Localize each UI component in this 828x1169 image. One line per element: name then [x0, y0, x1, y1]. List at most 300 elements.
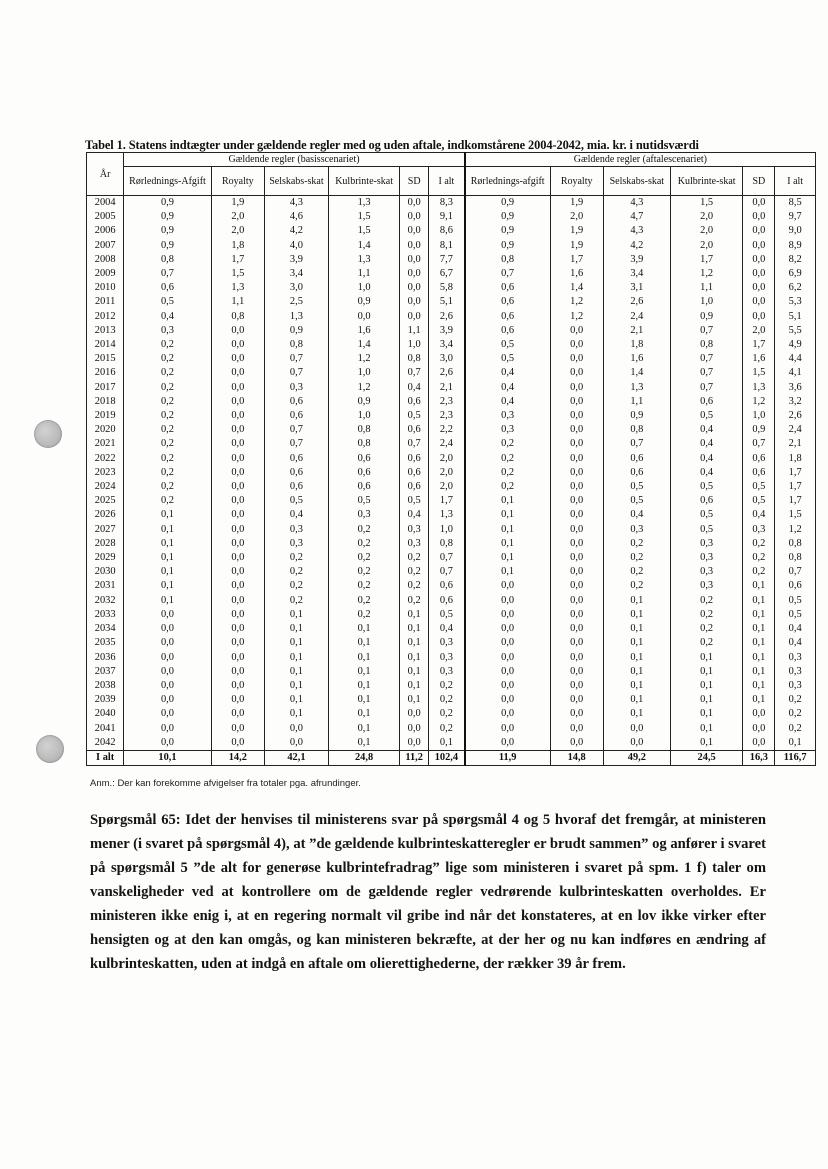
value-cell: 0,0: [211, 466, 264, 480]
value-cell: 0,0: [400, 707, 429, 721]
value-cell: 0,2: [328, 565, 399, 579]
value-cell: 1,9: [550, 224, 603, 238]
value-cell: 0,0: [124, 679, 211, 693]
value-cell: 0,0: [211, 551, 264, 565]
value-cell: 0,1: [465, 565, 550, 579]
table-note: Anm.: Der kan forekomme afvigelser fra totaler pga. afrundinger.: [90, 778, 361, 789]
value-cell: 0,7: [429, 551, 465, 565]
value-cell: 0,1: [264, 608, 328, 622]
value-cell: 1,4: [603, 366, 670, 380]
table-row: [87, 295, 816, 309]
value-cell: 0,0: [743, 253, 775, 267]
value-cell: 2,6: [429, 366, 465, 380]
value-cell: 0,0: [400, 196, 429, 211]
value-cell: 0,2: [465, 466, 550, 480]
value-cell: 0,0: [211, 594, 264, 608]
value-cell: 1,6: [743, 352, 775, 366]
table-row: [87, 338, 816, 352]
table-row: [87, 537, 816, 551]
value-cell: 0,2: [603, 537, 670, 551]
value-cell: 0,0: [550, 324, 603, 338]
value-cell: 0,6: [264, 466, 328, 480]
value-cell: 2,0: [429, 466, 465, 480]
value-cell: 0,9: [328, 395, 399, 409]
total-cell: 116,7: [775, 750, 816, 765]
value-cell: 0,2: [328, 579, 399, 593]
value-cell: 1,1: [603, 395, 670, 409]
value-cell: 1,0: [429, 523, 465, 537]
value-cell: 1,2: [550, 295, 603, 309]
basis-column-header: I alt: [429, 167, 465, 196]
value-cell: 0,0: [211, 651, 264, 665]
value-cell: 2,6: [775, 409, 816, 423]
value-cell: 0,4: [465, 366, 550, 380]
value-cell: 8,6: [429, 224, 465, 238]
value-cell: 0,7: [264, 366, 328, 380]
value-cell: 0,0: [550, 622, 603, 636]
value-cell: 0,1: [743, 651, 775, 665]
value-cell: 1,2: [775, 523, 816, 537]
table-row: [87, 565, 816, 579]
value-cell: 0,3: [743, 523, 775, 537]
value-cell: 0,8: [400, 352, 429, 366]
value-cell: 0,0: [465, 722, 550, 736]
value-cell: 0,3: [264, 523, 328, 537]
year-cell: 2017: [87, 381, 124, 395]
value-cell: 6,2: [775, 281, 816, 295]
value-cell: 0,1: [400, 665, 429, 679]
value-cell: 1,3: [328, 196, 399, 211]
value-cell: 3,9: [264, 253, 328, 267]
value-cell: 0,1: [328, 679, 399, 693]
value-cell: 4,6: [264, 210, 328, 224]
value-cell: 0,8: [328, 437, 399, 451]
value-cell: 0,1: [670, 736, 742, 751]
value-cell: 0,8: [264, 338, 328, 352]
total-cell: 11,9: [465, 750, 550, 765]
value-cell: 0,1: [264, 665, 328, 679]
value-cell: 2,0: [211, 210, 264, 224]
value-cell: 0,6: [465, 281, 550, 295]
table-row: [87, 224, 816, 238]
table-row: [87, 523, 816, 537]
value-cell: 0,1: [124, 565, 211, 579]
value-cell: 1,8: [603, 338, 670, 352]
value-cell: 2,2: [429, 423, 465, 437]
value-cell: 2,0: [670, 239, 742, 253]
value-cell: 7,7: [429, 253, 465, 267]
value-cell: 0,1: [603, 665, 670, 679]
value-cell: 0,1: [429, 736, 465, 751]
total-cell: 14,8: [550, 750, 603, 765]
year-cell: 2023: [87, 466, 124, 480]
value-cell: 0,1: [603, 693, 670, 707]
value-cell: 0,0: [124, 608, 211, 622]
value-cell: 0,6: [603, 466, 670, 480]
total-row: [87, 750, 816, 765]
value-cell: 0,1: [743, 579, 775, 593]
value-cell: 0,0: [743, 196, 775, 211]
value-cell: 0,0: [400, 253, 429, 267]
value-cell: 0,2: [429, 679, 465, 693]
table-row: [87, 352, 816, 366]
value-cell: 0,0: [211, 537, 264, 551]
value-cell: 0,8: [211, 310, 264, 324]
table-row: [87, 480, 816, 494]
value-cell: 0,9: [743, 423, 775, 437]
value-cell: 0,2: [328, 537, 399, 551]
total-cell: 16,3: [743, 750, 775, 765]
value-cell: 0,2: [400, 551, 429, 565]
value-cell: 0,0: [603, 722, 670, 736]
value-cell: 0,3: [124, 324, 211, 338]
value-cell: 0,0: [743, 736, 775, 751]
value-cell: 1,6: [603, 352, 670, 366]
value-cell: 0,1: [465, 508, 550, 522]
value-cell: 0,3: [670, 579, 742, 593]
value-cell: 0,0: [743, 210, 775, 224]
value-cell: 0,9: [124, 210, 211, 224]
value-cell: 0,0: [550, 508, 603, 522]
year-cell: 2033: [87, 608, 124, 622]
value-cell: 0,0: [550, 565, 603, 579]
year-cell: 2030: [87, 565, 124, 579]
aftale-column-header: Kulbrinte-skat: [670, 167, 742, 196]
value-cell: 0,4: [400, 381, 429, 395]
year-cell: 2018: [87, 395, 124, 409]
year-cell: 2029: [87, 551, 124, 565]
value-cell: 0,5: [670, 409, 742, 423]
value-cell: 0,0: [550, 693, 603, 707]
value-cell: 0,3: [328, 508, 399, 522]
value-cell: 3,4: [429, 338, 465, 352]
value-cell: 0,1: [670, 679, 742, 693]
value-cell: 0,0: [124, 693, 211, 707]
value-cell: 0,3: [429, 636, 465, 650]
year-cell: 2010: [87, 281, 124, 295]
value-cell: 1,2: [328, 352, 399, 366]
year-cell: 2012: [87, 310, 124, 324]
value-cell: 0,1: [743, 693, 775, 707]
table-row: [87, 196, 816, 211]
aftale-column-header: SD: [743, 167, 775, 196]
value-cell: 6,9: [775, 267, 816, 281]
value-cell: 4,2: [603, 239, 670, 253]
table-row: [87, 381, 816, 395]
value-cell: 0,6: [670, 494, 742, 508]
value-cell: 1,6: [550, 267, 603, 281]
value-cell: 1,7: [775, 466, 816, 480]
value-cell: 0,6: [670, 395, 742, 409]
value-cell: 0,1: [328, 622, 399, 636]
year-cell: 2021: [87, 437, 124, 451]
table-row: [87, 722, 816, 736]
value-cell: 4,9: [775, 338, 816, 352]
year-cell: 2020: [87, 423, 124, 437]
value-cell: 0,6: [400, 466, 429, 480]
value-cell: 0,1: [328, 651, 399, 665]
value-cell: 1,5: [775, 508, 816, 522]
table-row: [87, 693, 816, 707]
value-cell: 1,2: [328, 381, 399, 395]
value-cell: 0,6: [264, 395, 328, 409]
value-cell: 5,1: [775, 310, 816, 324]
value-cell: 3,2: [775, 395, 816, 409]
value-cell: 0,8: [465, 253, 550, 267]
value-cell: 2,0: [743, 324, 775, 338]
value-cell: 0,6: [124, 281, 211, 295]
table-row: [87, 253, 816, 267]
value-cell: 8,5: [775, 196, 816, 211]
table-row: [87, 395, 816, 409]
value-cell: 0,0: [465, 622, 550, 636]
basis-column-header: Kulbrinte-skat: [328, 167, 399, 196]
value-cell: 0,1: [670, 665, 742, 679]
total-cell: 24,8: [328, 750, 399, 765]
value-cell: 0,0: [124, 707, 211, 721]
value-cell: 0,0: [465, 665, 550, 679]
year-cell: 2031: [87, 579, 124, 593]
year-cell: 2005: [87, 210, 124, 224]
value-cell: 0,8: [603, 423, 670, 437]
aftale-column-header: Rørlednings-afgift: [465, 167, 550, 196]
value-cell: 0,2: [124, 381, 211, 395]
basis-column-header: Royalty: [211, 167, 264, 196]
value-cell: 0,6: [465, 310, 550, 324]
value-cell: 2,0: [429, 452, 465, 466]
value-cell: 0,6: [743, 452, 775, 466]
value-cell: 0,9: [328, 295, 399, 309]
value-cell: 0,6: [775, 579, 816, 593]
value-cell: 1,7: [670, 253, 742, 267]
value-cell: 1,5: [670, 196, 742, 211]
value-cell: 0,1: [603, 651, 670, 665]
value-cell: 0,0: [400, 210, 429, 224]
value-cell: 0,8: [775, 551, 816, 565]
value-cell: 0,7: [465, 267, 550, 281]
value-cell: 0,2: [124, 395, 211, 409]
value-cell: 1,1: [670, 281, 742, 295]
value-cell: 1,0: [328, 281, 399, 295]
value-cell: 0,1: [124, 551, 211, 565]
value-cell: 0,1: [743, 665, 775, 679]
value-cell: 0,8: [775, 537, 816, 551]
value-cell: 0,0: [550, 537, 603, 551]
value-cell: 0,1: [328, 636, 399, 650]
value-cell: 0,0: [743, 707, 775, 721]
value-cell: 0,9: [670, 310, 742, 324]
value-cell: 0,1: [124, 579, 211, 593]
value-cell: 0,0: [211, 366, 264, 380]
value-cell: 0,2: [400, 594, 429, 608]
value-cell: 0,0: [550, 594, 603, 608]
value-cell: 0,4: [465, 395, 550, 409]
year-cell: 2025: [87, 494, 124, 508]
year-cell: 2038: [87, 679, 124, 693]
value-cell: 0,2: [603, 565, 670, 579]
value-cell: 0,2: [429, 722, 465, 736]
value-cell: 8,3: [429, 196, 465, 211]
value-cell: 8,9: [775, 239, 816, 253]
table-row: [87, 665, 816, 679]
value-cell: 1,8: [211, 239, 264, 253]
value-cell: 2,4: [775, 423, 816, 437]
value-cell: 2,6: [429, 310, 465, 324]
value-cell: 0,1: [124, 594, 211, 608]
table-row: [87, 437, 816, 451]
value-cell: 0,3: [465, 423, 550, 437]
value-cell: 1,2: [550, 310, 603, 324]
table-row: [87, 622, 816, 636]
value-cell: 9,7: [775, 210, 816, 224]
value-cell: 0,0: [328, 310, 399, 324]
value-cell: 0,7: [670, 352, 742, 366]
value-cell: 0,0: [550, 608, 603, 622]
value-cell: 8,2: [775, 253, 816, 267]
value-cell: 2,3: [429, 395, 465, 409]
value-cell: 0,7: [264, 352, 328, 366]
value-cell: 0,3: [429, 651, 465, 665]
value-cell: 0,1: [603, 707, 670, 721]
value-cell: 0,4: [670, 466, 742, 480]
value-cell: 0,3: [670, 565, 742, 579]
table-title: Tabel 1. Statens indtægter under gældende regler med og uden aftale, indkomstårene 2004-2042, mia. kr. i nutidsværdi: [85, 138, 699, 152]
value-cell: 0,4: [743, 508, 775, 522]
value-cell: 0,0: [124, 636, 211, 650]
value-cell: 0,4: [670, 437, 742, 451]
year-cell: 2034: [87, 622, 124, 636]
value-cell: 0,0: [743, 281, 775, 295]
year-cell: 2019: [87, 409, 124, 423]
value-cell: 0,3: [670, 551, 742, 565]
value-cell: 0,6: [429, 594, 465, 608]
value-cell: 0,5: [743, 494, 775, 508]
value-cell: 0,1: [328, 707, 399, 721]
value-cell: 0,0: [550, 352, 603, 366]
year-cell: 2036: [87, 651, 124, 665]
value-cell: 4,7: [603, 210, 670, 224]
value-cell: 0,0: [211, 707, 264, 721]
value-cell: 0,1: [124, 537, 211, 551]
value-cell: 0,7: [264, 437, 328, 451]
value-cell: 0,0: [550, 409, 603, 423]
value-cell: 0,4: [465, 381, 550, 395]
revenue-table: [86, 152, 816, 766]
value-cell: 0,0: [550, 722, 603, 736]
value-cell: 0,0: [124, 722, 211, 736]
value-cell: 0,2: [603, 551, 670, 565]
value-cell: 0,7: [670, 381, 742, 395]
year-cell: 2024: [87, 480, 124, 494]
value-cell: 0,0: [465, 693, 550, 707]
value-cell: 4,0: [264, 239, 328, 253]
value-cell: 0,5: [400, 494, 429, 508]
value-cell: 0,0: [465, 636, 550, 650]
value-cell: 0,1: [264, 693, 328, 707]
value-cell: 0,2: [743, 551, 775, 565]
value-cell: 0,0: [124, 651, 211, 665]
value-cell: 0,0: [465, 651, 550, 665]
value-cell: 1,8: [775, 452, 816, 466]
value-cell: 0,1: [264, 707, 328, 721]
value-cell: 0,6: [465, 295, 550, 309]
value-cell: 4,3: [264, 196, 328, 211]
value-cell: 0,6: [429, 579, 465, 593]
value-cell: 0,0: [211, 579, 264, 593]
value-cell: 0,5: [743, 480, 775, 494]
value-cell: 1,3: [264, 310, 328, 324]
value-cell: 0,2: [670, 622, 742, 636]
value-cell: 0,3: [670, 537, 742, 551]
value-cell: 0,1: [603, 608, 670, 622]
value-cell: 0,2: [743, 537, 775, 551]
year-cell: 2011: [87, 295, 124, 309]
value-cell: 0,1: [743, 594, 775, 608]
value-cell: 0,1: [400, 636, 429, 650]
value-cell: 0,5: [264, 494, 328, 508]
value-cell: 0,0: [550, 480, 603, 494]
value-cell: 0,3: [775, 679, 816, 693]
value-cell: 3,9: [429, 324, 465, 338]
value-cell: 2,4: [429, 437, 465, 451]
total-cell: 49,2: [603, 750, 670, 765]
value-cell: 0,1: [465, 537, 550, 551]
value-cell: 2,0: [670, 224, 742, 238]
aftale-column-header: Royalty: [550, 167, 603, 196]
value-cell: 3,0: [264, 281, 328, 295]
value-cell: 0,0: [211, 437, 264, 451]
value-cell: 1,9: [550, 196, 603, 211]
value-cell: 0,7: [775, 565, 816, 579]
value-cell: 0,5: [670, 480, 742, 494]
value-cell: 0,0: [743, 267, 775, 281]
value-cell: 9,0: [775, 224, 816, 238]
value-cell: 0,1: [264, 636, 328, 650]
value-cell: 0,9: [465, 224, 550, 238]
value-cell: 0,0: [465, 608, 550, 622]
value-cell: 2,0: [429, 480, 465, 494]
total-cell: 10,1: [124, 750, 211, 765]
basis-column-header: SD: [400, 167, 429, 196]
value-cell: 0,5: [603, 494, 670, 508]
value-cell: 4,4: [775, 352, 816, 366]
value-cell: 0,2: [670, 636, 742, 650]
value-cell: 0,2: [124, 423, 211, 437]
value-cell: 0,1: [603, 636, 670, 650]
value-cell: 5,5: [775, 324, 816, 338]
value-cell: 0,2: [264, 565, 328, 579]
year-cell: 2035: [87, 636, 124, 650]
value-cell: 0,1: [124, 523, 211, 537]
basis-column-header: Rørlednings-Afgift: [124, 167, 211, 196]
value-cell: 0,2: [400, 579, 429, 593]
value-cell: 0,0: [211, 622, 264, 636]
value-cell: 0,2: [429, 693, 465, 707]
value-cell: 0,8: [670, 338, 742, 352]
value-cell: 0,6: [264, 480, 328, 494]
value-cell: 0,2: [124, 409, 211, 423]
year-cell: 2042: [87, 736, 124, 751]
year-cell: 2022: [87, 452, 124, 466]
year-cell: 2027: [87, 523, 124, 537]
value-cell: 1,9: [550, 239, 603, 253]
value-cell: 0,1: [603, 622, 670, 636]
value-cell: 1,5: [211, 267, 264, 281]
value-cell: 0,0: [211, 693, 264, 707]
value-cell: 0,0: [400, 722, 429, 736]
value-cell: 0,2: [743, 565, 775, 579]
value-cell: 0,1: [743, 608, 775, 622]
